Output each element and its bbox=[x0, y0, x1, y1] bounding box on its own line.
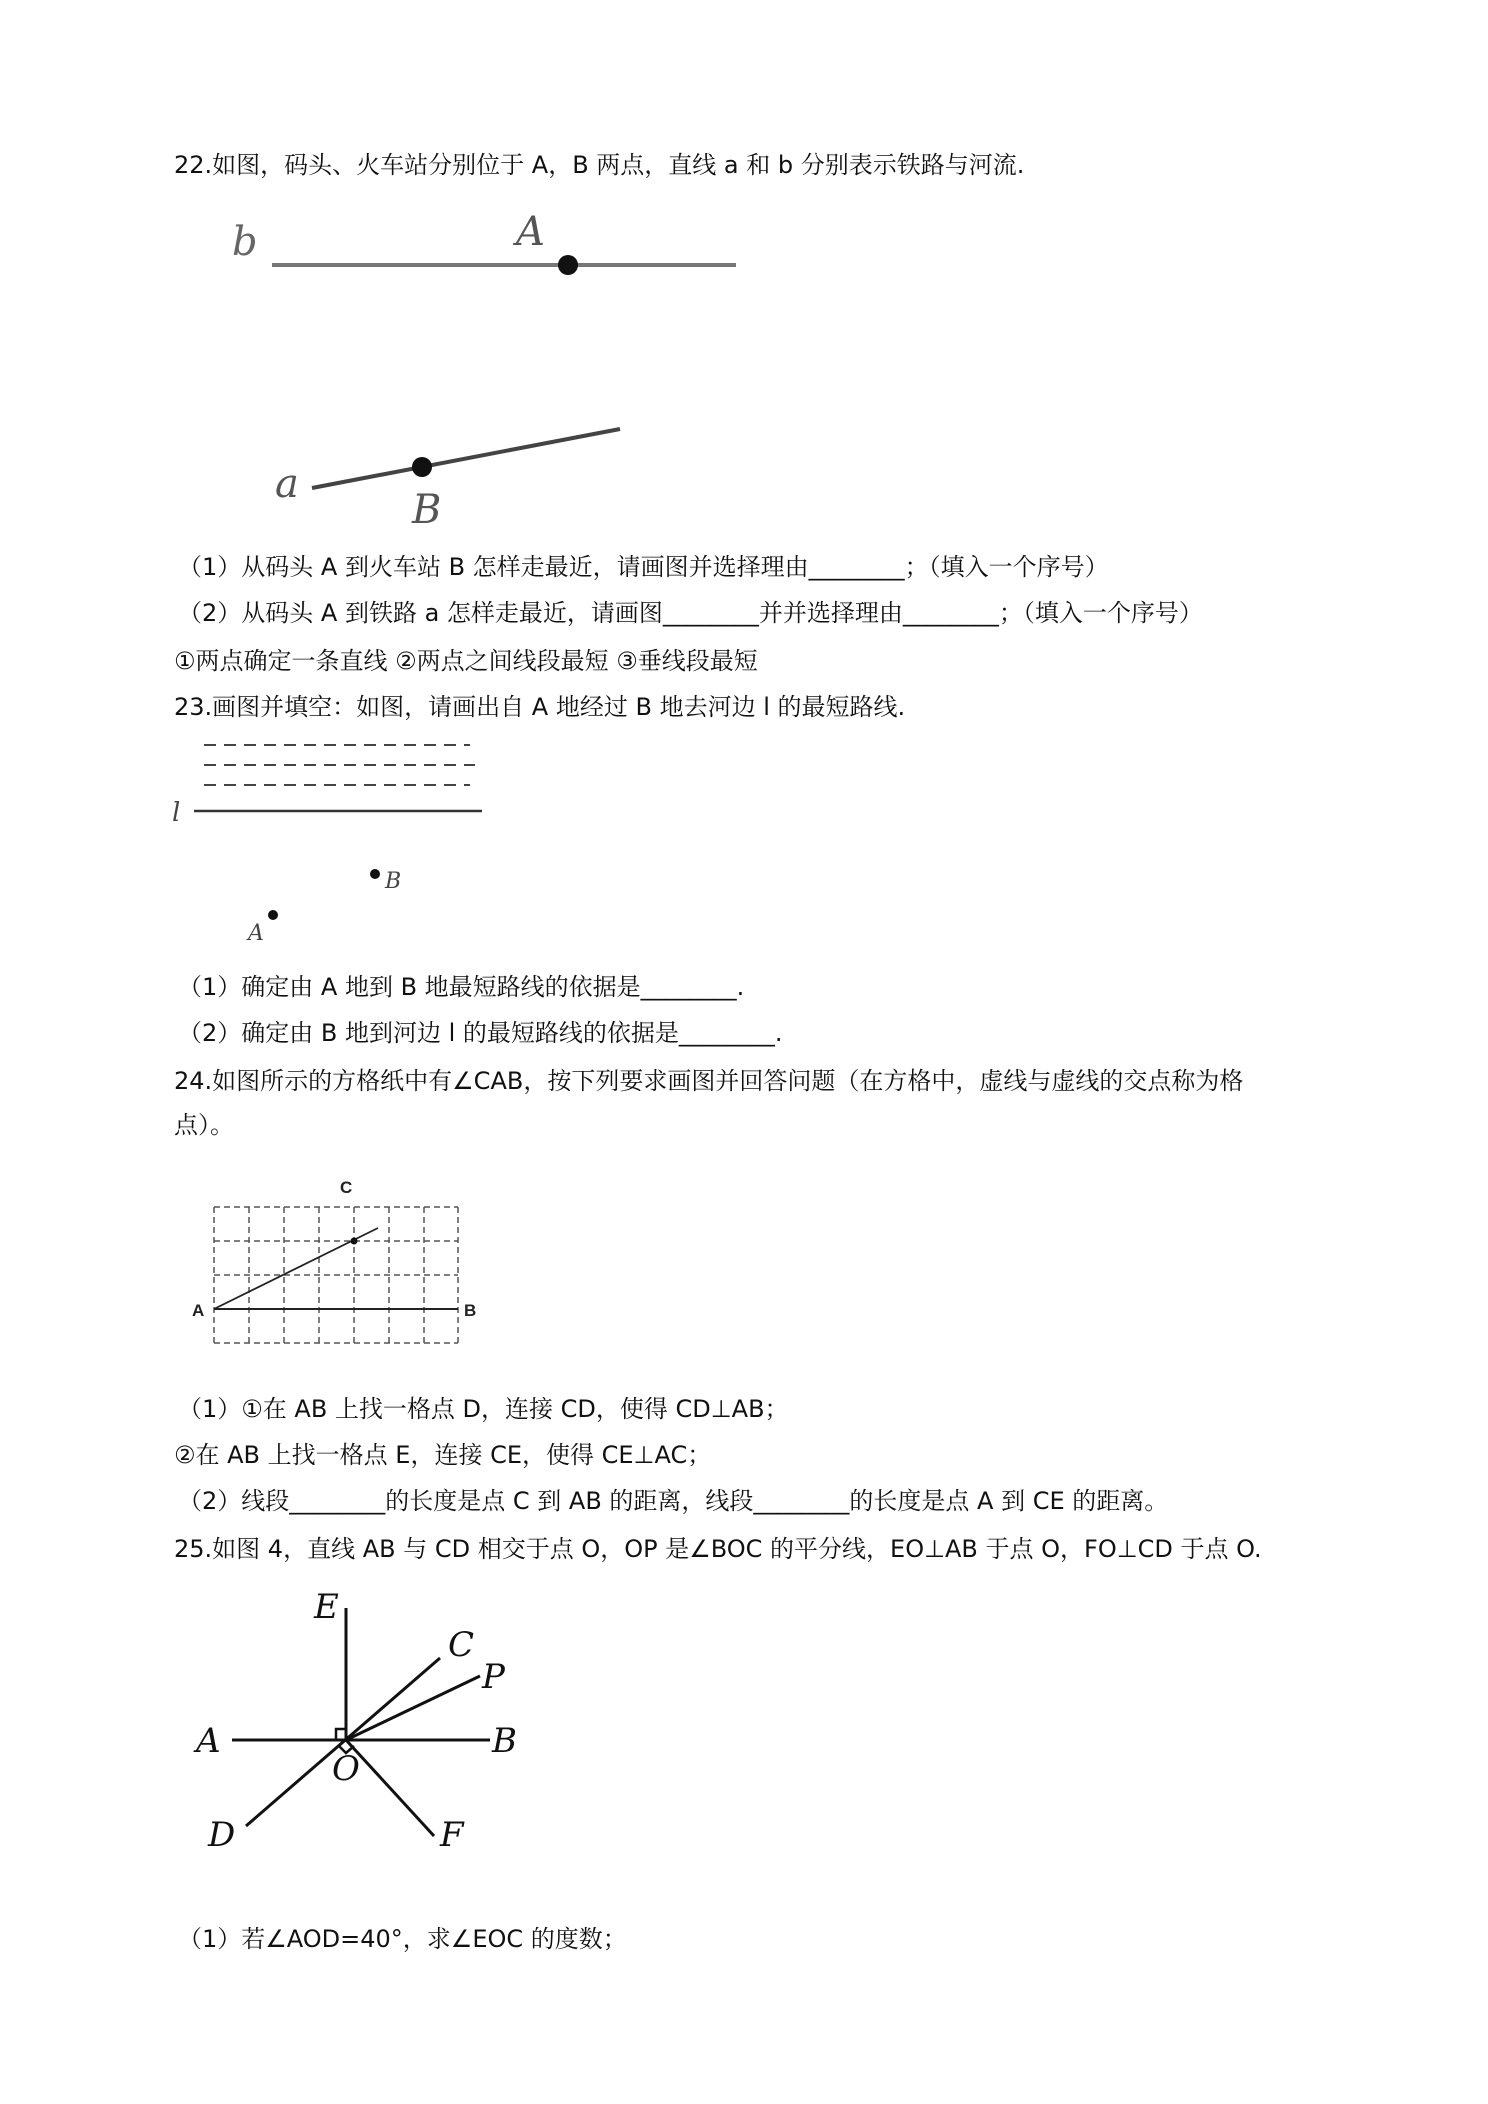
point-A bbox=[268, 910, 278, 920]
label-P: P bbox=[482, 1657, 505, 1697]
q24-stem-line2: 点）。 bbox=[174, 1111, 234, 1139]
q24-grid-figure bbox=[188, 1175, 488, 1350]
ray-OP bbox=[346, 1676, 480, 1740]
point-C bbox=[351, 1238, 358, 1245]
q22-figure bbox=[220, 205, 740, 535]
label-B: B bbox=[492, 1721, 517, 1761]
label-A: A bbox=[196, 1721, 221, 1761]
q22-stem: 22.如图，码头、火车站分别位于 A，B 两点，直线 a 和 b 分别表示铁路与河流. bbox=[174, 151, 1025, 179]
q23-part1: （1）确定由 A 地到 B 地最短路线的依据是________. bbox=[178, 973, 745, 1001]
q25-stem: 25.如图 4，直线 AB 与 CD 相交于点 O，OP 是∠BOC 的平分线，EO⊥AB 于点 O，FO⊥CD 于点 O. bbox=[174, 1535, 1262, 1563]
label-C: C bbox=[340, 1178, 353, 1197]
label-D: D bbox=[208, 1815, 236, 1855]
label-B: B bbox=[412, 487, 442, 533]
q24-stem-line1: 24.如图所示的方格纸中有∠CAB，按下列要求画图并回答问题（在方格中，虚线与虚线的交点称为格 bbox=[174, 1067, 1244, 1095]
point-B bbox=[370, 869, 380, 879]
label-a: a bbox=[275, 461, 299, 507]
q23-stem: 23.画图并填空：如图，请画出自 A 地经过 B 地去河边 l 的最短路线. bbox=[174, 693, 906, 721]
label-A: A bbox=[248, 921, 264, 946]
point-B bbox=[412, 457, 432, 477]
q22-part1: （1）从码头 A 到火车站 B 怎样走最近，请画图并选择理由________；（填入一个序号） bbox=[178, 553, 1109, 581]
label-F: F bbox=[440, 1815, 464, 1855]
label-O: O bbox=[332, 1749, 360, 1789]
q24-part1b: ②在 AB 上找一格点 E，连接 CE，使得 CE⊥AC； bbox=[174, 1441, 712, 1469]
grid-lines bbox=[214, 1207, 458, 1343]
label-A: A bbox=[192, 1301, 205, 1320]
q23-part2: （2）确定由 B 地到河边 l 的最短路线的依据是________. bbox=[178, 1019, 783, 1047]
railway-line-a bbox=[312, 429, 620, 488]
label-A: A bbox=[516, 209, 545, 255]
label-C: C bbox=[448, 1625, 475, 1665]
label-B: B bbox=[385, 869, 402, 894]
label-l: l bbox=[172, 798, 181, 828]
q24-part2: （2）线段________的长度是点 C 到 AB 的距离，线段________的长度是点 A 到 CE 的距离。 bbox=[178, 1487, 1169, 1515]
label-b: b bbox=[232, 219, 258, 265]
point-A bbox=[558, 255, 578, 275]
q22-options: ①两点确定一条直线 ②两点之间线段最短 ③垂线段最短 bbox=[174, 647, 758, 675]
q25-figure bbox=[190, 1588, 550, 1858]
line-CD bbox=[246, 1658, 440, 1826]
label-B: B bbox=[464, 1301, 477, 1320]
q25-part1: （1）若∠AOD=40°，求∠EOC 的度数； bbox=[178, 1925, 627, 1953]
q23-figure bbox=[170, 735, 500, 965]
q24-part1: （1）①在 AB 上找一格点 D，连接 CD，使得 CD⊥AB； bbox=[178, 1395, 789, 1423]
q22-part2: （2）从码头 A 到铁路 a 怎样走最近，请画图________并并选择理由________；（填入一个序号） bbox=[178, 599, 1203, 627]
label-E: E bbox=[314, 1588, 339, 1627]
